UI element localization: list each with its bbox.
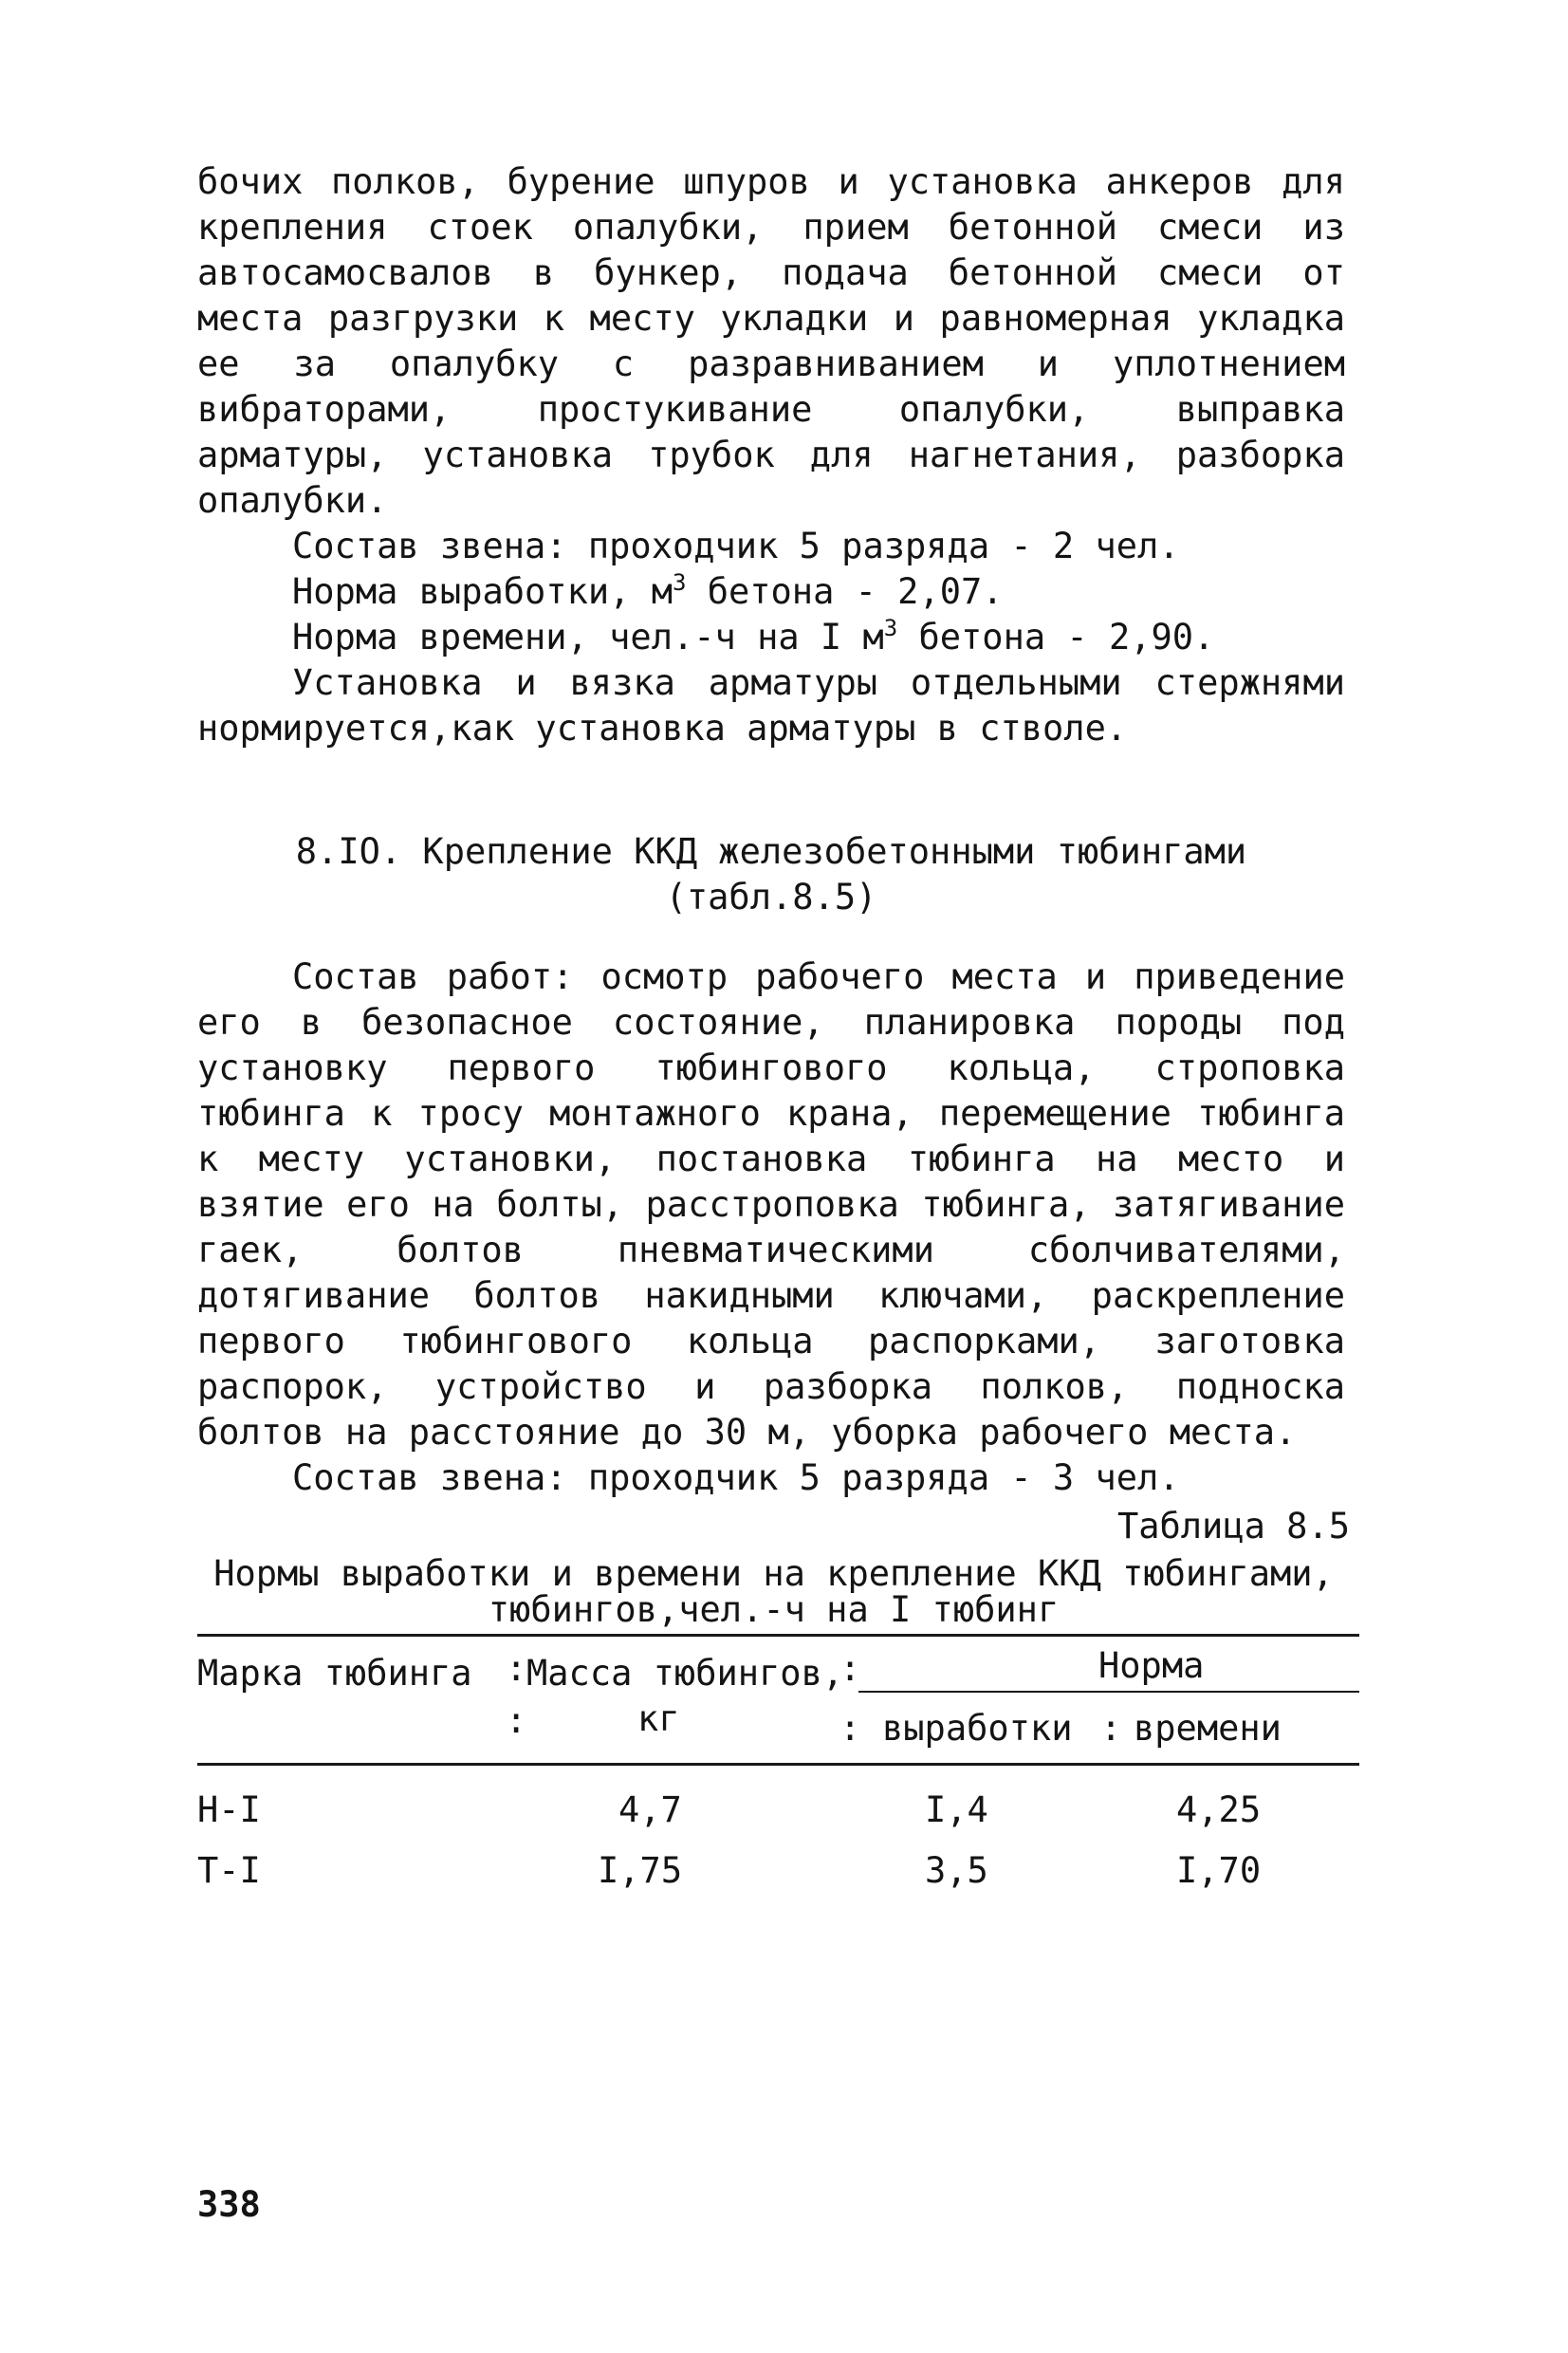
- row-1-output: I,4: [925, 1789, 988, 1830]
- row-1-time: 4,25: [1176, 1789, 1262, 1830]
- work-section: [197, 954, 1345, 1501]
- row-2-mark: Т-I: [197, 1850, 261, 1891]
- row-1-mass: 4,7: [618, 1789, 682, 1830]
- reinforcement-note: Установка и вязка арматуры отдельными стержнями нормируется,как установка арматуры в стволе.: [197, 662, 1345, 749]
- crew-composition-line: Состав звена: проходчик 5 разряда - 2 чел.: [292, 526, 1180, 566]
- table-top-rule: [197, 1634, 1359, 1637]
- section-crew-line: Состав звена: проходчик 5 разряда - 3 чел.: [292, 1457, 1180, 1498]
- header-mark: Марка тюбинга: [197, 1653, 472, 1694]
- row-2-output: 3,5: [925, 1850, 988, 1891]
- header-output: выработки: [882, 1708, 1073, 1749]
- time-norm-text: Норма времени, чел.-ч на I м: [292, 617, 884, 658]
- header-separator-4: :: [839, 1708, 861, 1749]
- section-title: 8.IO. Крепление ККД железобетонными тюбингами: [295, 831, 1247, 872]
- header-bottom-rule: [197, 1763, 1359, 1766]
- section-subtitle: (табл.8.5): [665, 877, 877, 917]
- output-norm-superscript: 3: [672, 569, 687, 596]
- header-time: времени: [1134, 1708, 1282, 1749]
- header-separator-5: :: [1100, 1708, 1122, 1749]
- header-norm-rule: [858, 1691, 1359, 1693]
- table-title-line-2: тюбингов,чел.-ч на I тюбинг: [488, 1589, 1060, 1630]
- row-2-mass: I,75: [598, 1850, 683, 1891]
- output-norm-value: бетона - 2,07.: [686, 571, 1004, 612]
- row-2-time: I,70: [1176, 1850, 1262, 1891]
- header-separator-3: :: [839, 1648, 861, 1689]
- intro-section: [197, 159, 1345, 751]
- header-separator-2: :: [506, 1700, 527, 1741]
- work-composition-paragraph: Состав работ: осмотр рабочего места и приведение его в безопасное состояние, планировка породы под установку первого тюбингового кольца, строповка тюбинга к тросу монтажного крана, перемещение тюбинга к месту установки, постановка тюбинга на место и взятие его на болты, расстроповка тюбинга, затягивание гаек, болтов пневматическими сболчивателями, дотягивание болтов накидными ключами, раскрепление первого тюбингового кольца распорками, заготовка распорок, устройство и разборка полков, подноска болтов на расстояние до 30 м, уборка рабочего места.: [197, 956, 1345, 1453]
- table-title-line-1: Нормы выработки и времени на крепление ККД тюбингами,: [213, 1553, 1334, 1594]
- section-heading: [197, 829, 1345, 920]
- time-norm-superscript: 3: [883, 615, 898, 641]
- time-norm-value: бетона - 2,90.: [897, 617, 1215, 658]
- output-norm-text: Норма выработки, м: [292, 571, 673, 612]
- page-number: 338: [197, 2184, 261, 2225]
- continuation-paragraph: бочих полков, бурение шпуров и установка анкеров для крепления стоек опалубки, прием бетонной смеси из автосамосвалов в бункер, подача бетонной смеси от места разгрузки к месту укладки и равномерная укладка ее за опалубку с разравниванием и уплотнением вибраторами, простукивание опалубки, выправка арматуры, установка трубок для нагнетания, разборка опалубки.: [197, 161, 1345, 521]
- time-norm-line: [197, 615, 1345, 660]
- header-separator-1: :: [506, 1648, 527, 1689]
- output-norm-line: [197, 569, 1345, 615]
- row-1-mark: Н-I: [197, 1789, 261, 1830]
- header-mass-line-1: Масса тюбингов,: [526, 1653, 844, 1694]
- header-mass-line-2: кг: [637, 1698, 680, 1739]
- table-label: Таблица 8.5: [1116, 1506, 1350, 1547]
- header-norm: Норма: [1098, 1645, 1205, 1686]
- table-title: [197, 1553, 1350, 1630]
